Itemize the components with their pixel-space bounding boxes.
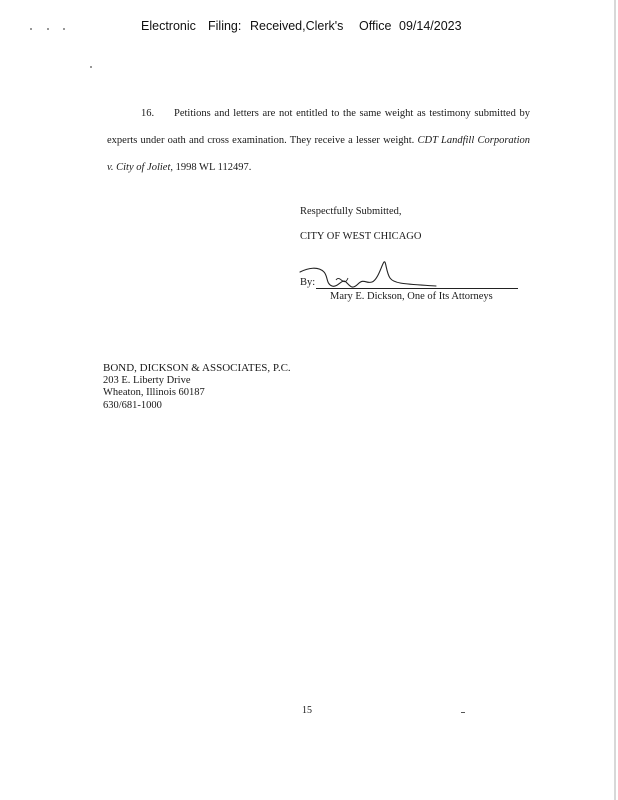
firm-name: BOND, DICKSON & ASSOCIATES, P.C.	[103, 362, 291, 374]
stamp-word: Electronic	[141, 19, 196, 33]
paragraph-16	[107, 100, 530, 181]
paragraph-number: 16.	[141, 108, 155, 119]
case-name: CDT Landfill Corporation v. City of Joliet	[107, 135, 531, 173]
firm-address-block	[103, 362, 291, 412]
stamp-word: Filing:	[208, 19, 242, 33]
firm-street: 203 E. Liberty Drive	[103, 374, 191, 386]
by-line	[300, 277, 518, 289]
case-citation: , 1998 WL 112497.	[170, 162, 252, 173]
by-label: By:	[300, 277, 316, 288]
firm-phone: 630/681-1000	[103, 399, 162, 411]
scan-mark	[461, 712, 465, 713]
signatory-name: Mary E. Dickson, One of Its Attorneys	[330, 291, 493, 302]
closing-text: Respectfully Submitted,	[300, 206, 402, 217]
stamp-word: Office	[359, 19, 392, 33]
party-name: CITY OF WEST CHICAGO	[300, 231, 422, 242]
signature-block	[300, 199, 421, 249]
firm-city: Wheaton, Illinois 60187	[103, 387, 205, 398]
scan-speck	[63, 28, 65, 30]
scan-speck	[30, 28, 32, 30]
scan-speck	[90, 66, 92, 68]
signature-rule	[316, 288, 518, 289]
scan-speck	[47, 28, 49, 30]
stamp-date: 09/14/2023	[399, 19, 462, 33]
stamp-word: Received,Clerk's	[250, 19, 344, 33]
page-number: 15	[302, 705, 312, 716]
paragraph-text: Petitions and letters are not entitled to the same weight as testimony submitted by experts under oath and cross examination. They receive a lesser weight.	[107, 108, 530, 146]
scan-edge	[614, 0, 616, 800]
